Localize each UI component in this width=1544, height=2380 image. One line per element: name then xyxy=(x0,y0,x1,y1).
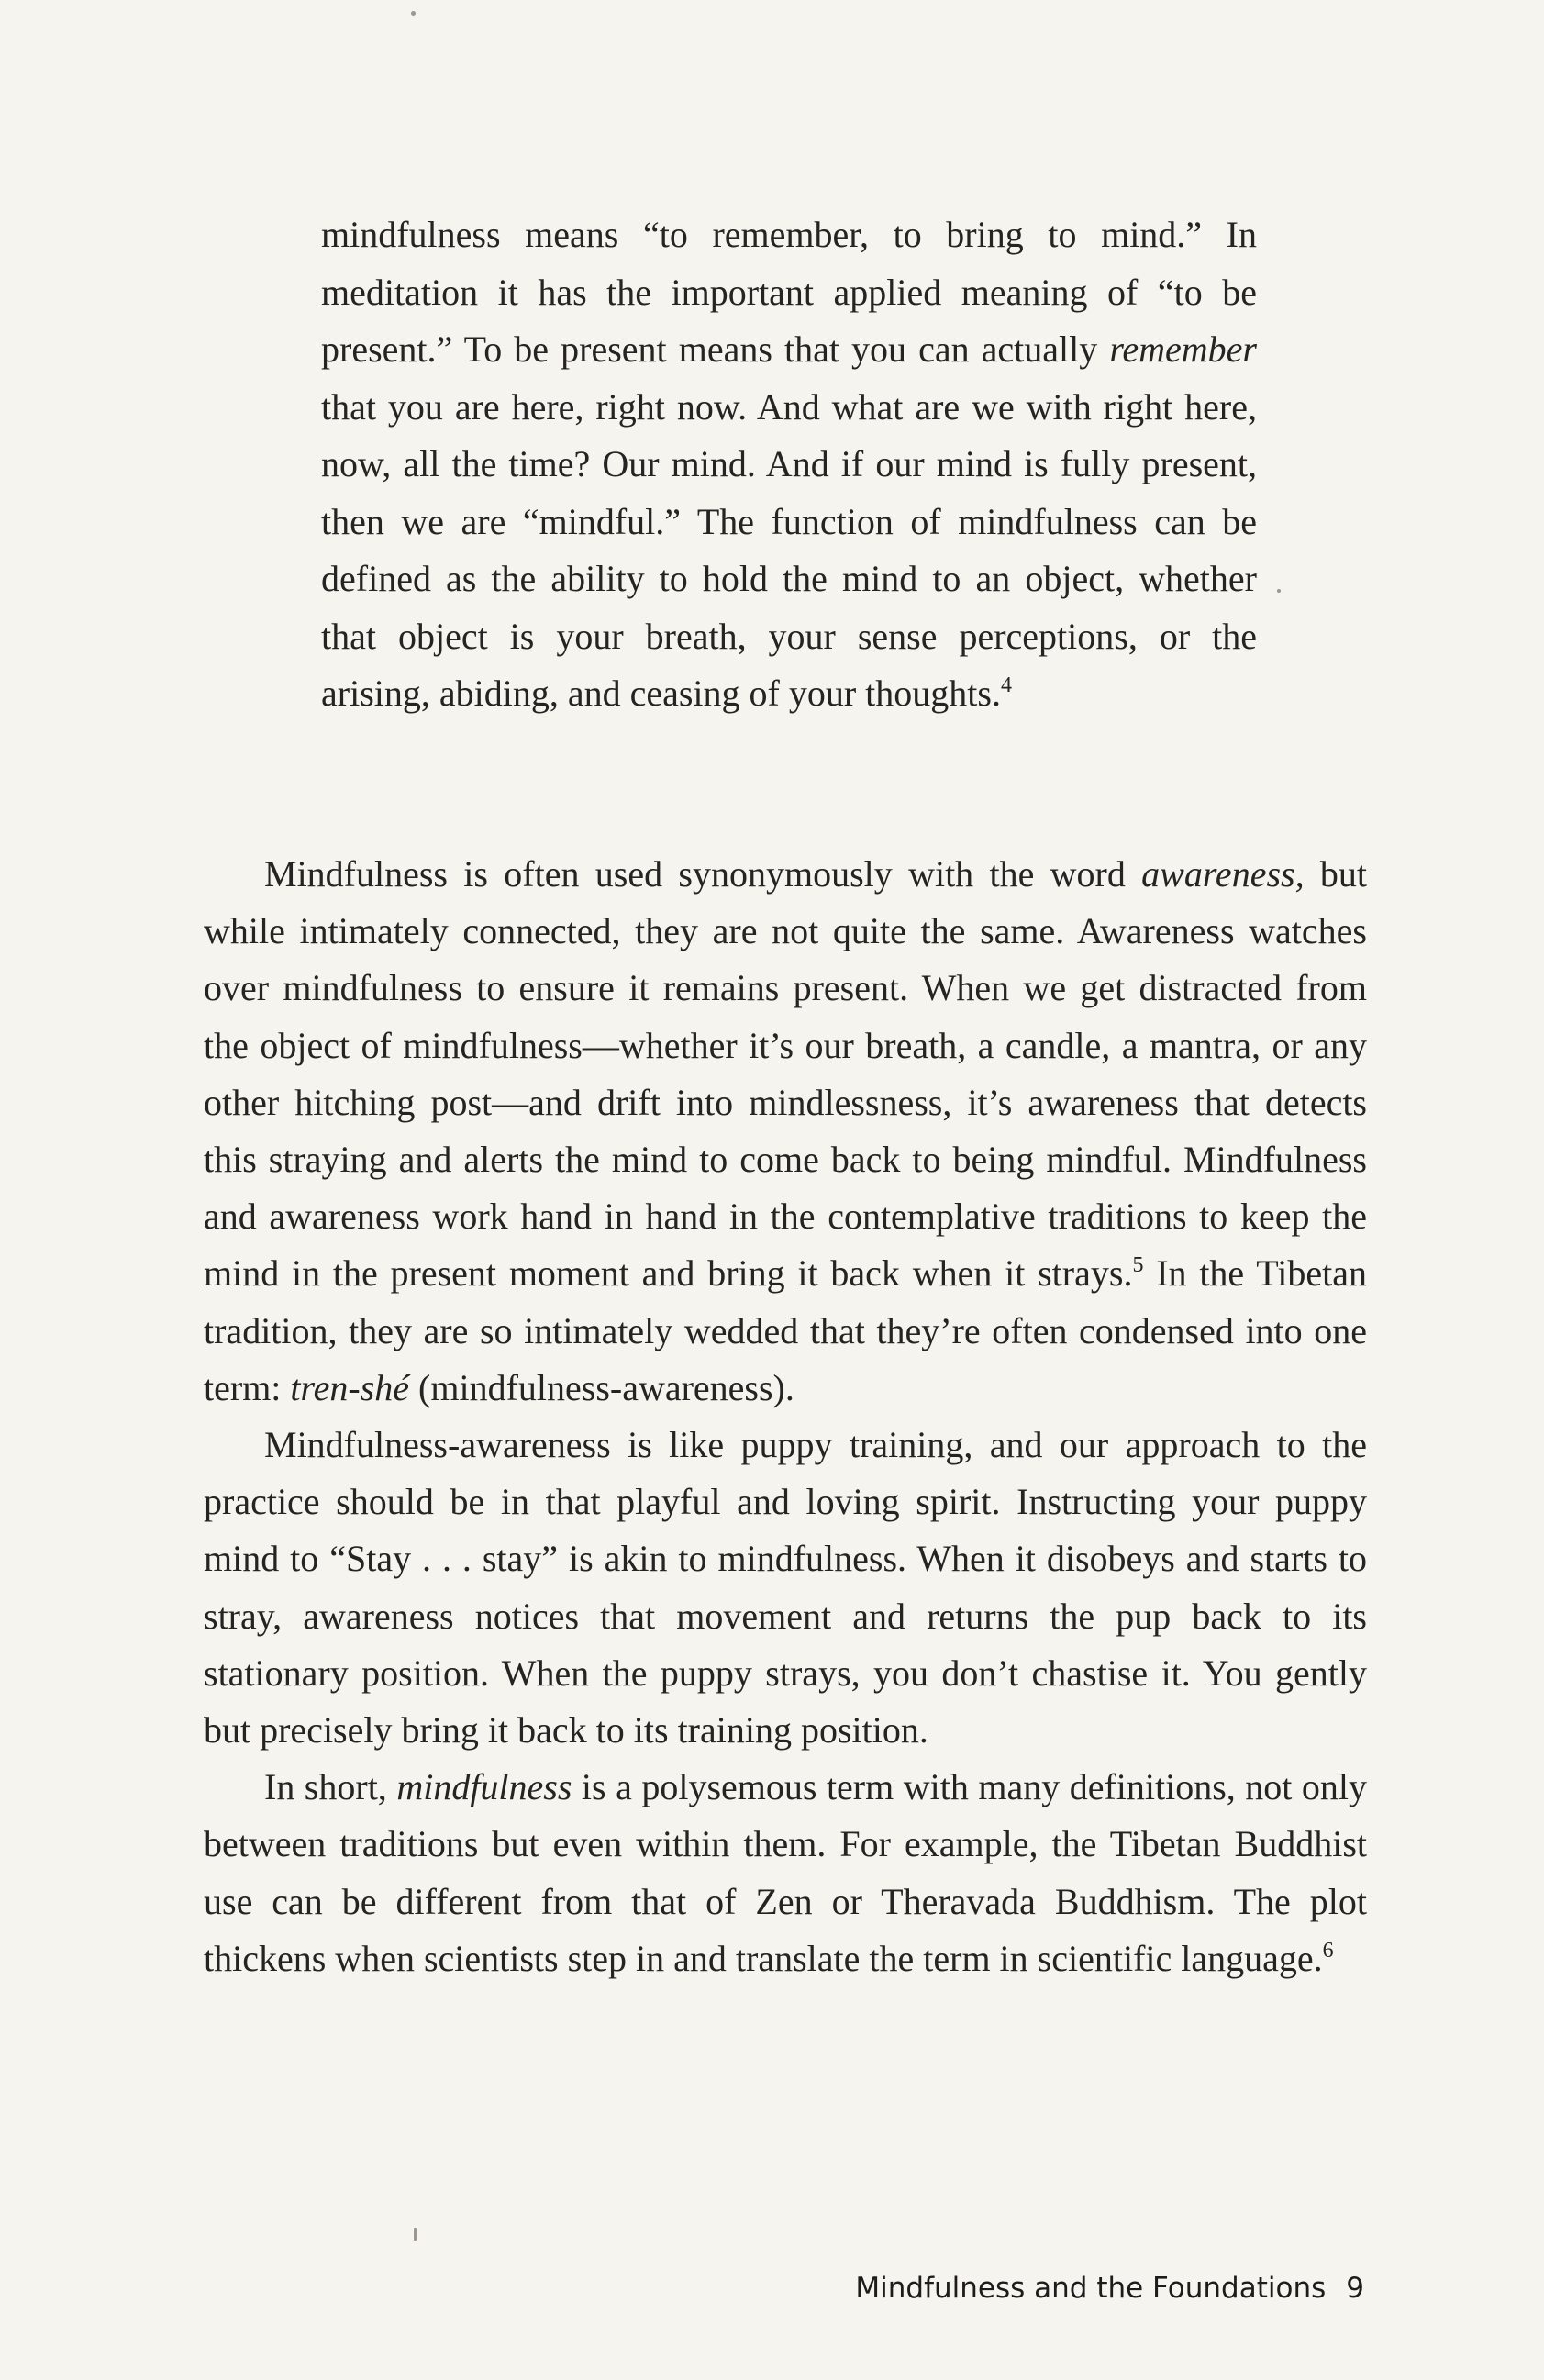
paragraph-text: (mindfulness-awareness). xyxy=(409,1366,794,1408)
paragraph-awareness xyxy=(204,846,1367,1417)
scan-speck xyxy=(1277,589,1281,593)
emphasis-tren-she: tren-shé xyxy=(290,1366,410,1408)
footnote-ref-6: 6 xyxy=(1322,1938,1334,1963)
footnote-ref-5: 5 xyxy=(1132,1253,1144,1278)
paragraph-text: but while intimately connected, they are not quite the same. Awareness watches over mindfulness to ensure it remains present. When we get distracted from the object of mindfulness—whether it’s our breath, a candle, a mantra, or any other hitching post—and drift into mindlessness, it’s awareness that detects this straying and alerts the mind to come back to being mindful. Mindfulness and awareness work hand in hand in the contemplative traditions to keep the mind in the present moment and bring it back when it strays. xyxy=(204,853,1367,1295)
paragraph-text: is a polysemous term with many definitions, not only between traditions but even within them. For example, the Tibetan Buddhist use can be different from that of Zen or Theravada Buddhism. The plot thickens when scientists step in and translate the term in scientific language. xyxy=(204,1766,1367,1979)
paragraph-text: In the Tibetan tradition, they are so intimately wedded that they’re often condensed into one term: xyxy=(204,1252,1368,1408)
quote-paragraph xyxy=(321,206,1257,723)
paragraph-text: Mindfulness-awareness is like puppy training, and our approach to the practice should be in that playful and loving spirit. Instructing your puppy mind to “Stay . . . stay” is akin to mindfulness. When it disobeys and starts to stray, awareness notices that movement and returns the pup back to its stationary position. When the puppy strays, you don’t chastise it. You gently but precisely bring it back to its training position. xyxy=(204,1424,1367,1752)
body-text xyxy=(204,846,1367,1987)
paragraph-text: Mindfulness is often used synonymously with the word xyxy=(264,853,1142,895)
page-number: 9 xyxy=(1346,2272,1364,2305)
quote-text-2: that you are here, right now. And what are we with right here, now, all the time? Our mind. And if our mind is fully present, then we are “mindful.” The function of mindfulness can be defined as the ability to hold the mind to an object, whether that object is your breath, your sense perceptions, or the arising, abiding, and ceasing of your thoughts. xyxy=(321,385,1257,714)
scan-speck xyxy=(414,2228,417,2241)
emphasis-mindfulness: mindfulness xyxy=(396,1766,572,1808)
quote-emphasis: remember xyxy=(1109,328,1257,370)
footnote-ref-4: 4 xyxy=(1000,673,1012,697)
emphasis-awareness: awareness, xyxy=(1141,853,1305,895)
paragraph-text: In short, xyxy=(264,1766,397,1808)
scan-speck xyxy=(411,11,416,16)
paragraph-polysemous xyxy=(204,1759,1367,1987)
running-head: Mindfulness and the Foundations xyxy=(855,2272,1327,2305)
quote-text-1: mindfulness means “to remember, to bring to mind.” In meditation it has the important applied meaning of “to be present.” To be present means that you can actually xyxy=(321,214,1257,370)
paragraph-puppy-training xyxy=(204,1417,1367,1759)
page-footer xyxy=(855,2272,1364,2305)
block-quote xyxy=(321,206,1257,723)
